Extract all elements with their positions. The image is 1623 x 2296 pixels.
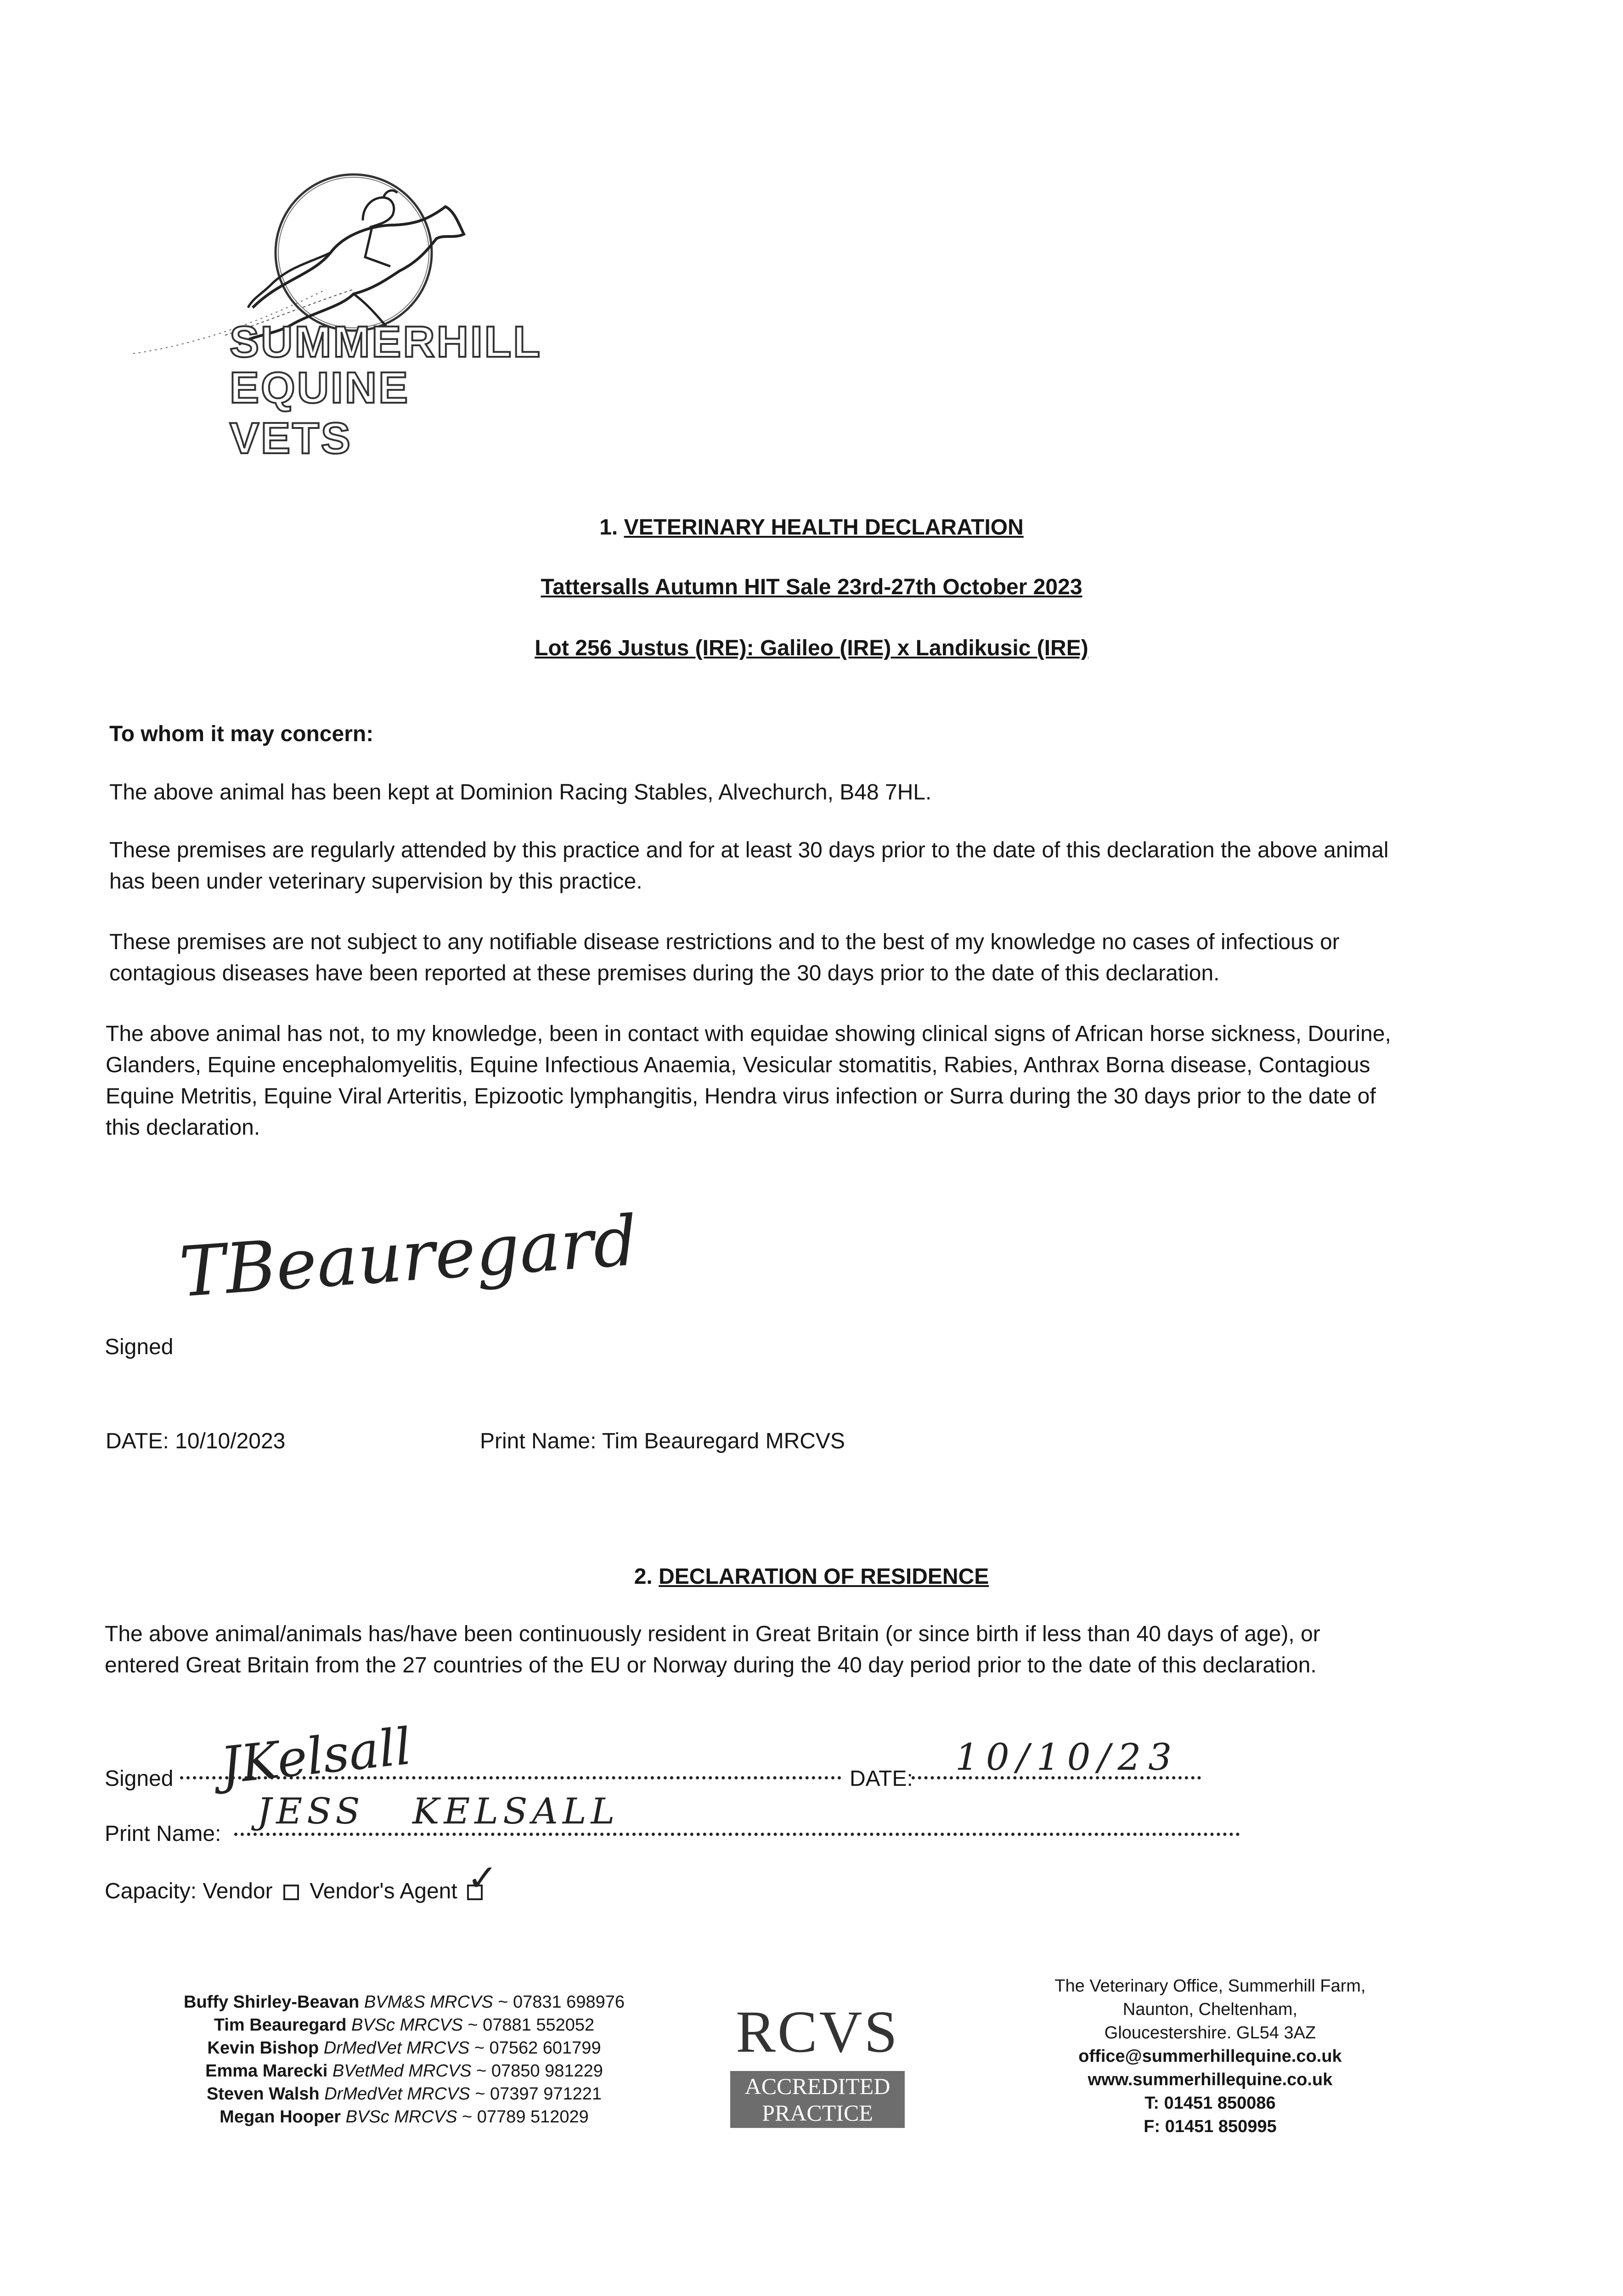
- capacity-row: [105, 1857, 498, 1907]
- vendor-print-name-value: JESS KELSALL: [257, 1791, 620, 1832]
- section1-heading: [0, 512, 1623, 543]
- capacity-label: Capacity:: [105, 1879, 197, 1903]
- telephone: T: 01451 850086: [1144, 2093, 1276, 2113]
- section2-heading-title: DECLARATION OF RESIDENCE: [659, 1564, 989, 1589]
- vet-entry: Emma Marecki BVetMed MRCVS ~ 07850 981229: [205, 2061, 603, 2081]
- residence-paragraph: [105, 1619, 1538, 1681]
- paragraph-contact-line-3: Equine Metritis, Equine Viral Arteritis, Epizootic lymphangitis, Hendra virus infection or Surra during the 30 days prior to the date of: [106, 1084, 1376, 1109]
- vendor-print-name-label: Print Name:: [105, 1822, 221, 1846]
- rcvs-accredited-badge: [730, 1998, 905, 2135]
- rcvs-logo: RCVS: [736, 1999, 899, 2065]
- vendor-date-label: DATE:: [850, 1767, 913, 1791]
- vet-entry: Steven Walsh DrMedVet MRCVS ~ 07397 971221: [206, 2084, 602, 2104]
- paragraph-contact: [106, 1019, 1538, 1143]
- section2-heading-number: 2.: [634, 1564, 653, 1589]
- paragraph-supervision-line-1: These premises are regularly attended by this practice and for at least 30 days prior to the date of this declaration the above animal: [109, 838, 1389, 862]
- fax: F: 01451 850995: [1144, 2117, 1277, 2136]
- practice-address: [978, 1975, 1442, 2138]
- logo-line-1: SUMMERHILL: [230, 317, 542, 366]
- vet-entry: Kevin Bishop DrMedVet MRCVS ~ 07562 601799: [207, 2038, 601, 2058]
- section1-print-name: Print Name: Tim Beauregard MRCVS: [480, 1429, 845, 1453]
- paragraph-premises-kept: The above animal has been kept at Dominion Racing Stables, Alvechurch, B48 7HL.: [109, 780, 932, 805]
- capacity-agent-label: Vendor's Agent: [310, 1879, 457, 1903]
- capacity-vendor-label: Vendor: [203, 1879, 273, 1903]
- rcvs-accredited-box: [730, 2071, 905, 2128]
- paragraph-restrictions: [109, 927, 1533, 989]
- vendor-signature: JKelsall: [218, 1716, 414, 1795]
- section1-heading-number: 1.: [599, 515, 618, 540]
- paragraph-contact-line-2: Glanders, Equine encephalomyelitis, Equine Infectious Anaemia, Vesicular stomatitis, Rabies, Anthrax Borna disease, Contagious: [106, 1053, 1370, 1077]
- section1-date: DATE: 10/10/2023: [106, 1429, 286, 1453]
- sale-title: Tattersalls Autumn HIT Sale 23rd-27th October 2023: [541, 575, 1082, 599]
- salutation: To whom it may concern:: [109, 722, 374, 746]
- address-line: Naunton, Cheltenham,: [1122, 2000, 1298, 2019]
- vendor-date-value: 10/10/23: [955, 1736, 1179, 1778]
- address-line: Gloucestershire. GL54 3AZ: [1104, 2023, 1316, 2043]
- email-link[interactable]: office@summerhillequine.co.uk: [1078, 2047, 1342, 2066]
- vet-entry: Tim Beauregard BVSc MRCVS ~ 07881 552052: [214, 2015, 595, 2035]
- paragraph-contact-line-4: this declaration.: [106, 1115, 260, 1140]
- address-line: The Veterinary Office, Summerhill Farm,: [1054, 1976, 1366, 1996]
- logo-line-2: EQUINE VETS: [230, 363, 410, 463]
- practice-logo: [115, 170, 542, 463]
- vet-entry: Megan Hooper BVSc MRCVS ~ 07789 512029: [220, 2107, 589, 2127]
- paragraph-supervision-line-2: has been under veterinary supervision by this practice.: [109, 869, 642, 894]
- residence-paragraph-line-2: entered Great Britain from the 27 countries of the EU or Norway during the 40 day period prior to the date of this declaration.: [105, 1653, 1317, 1677]
- vendor-checkbox[interactable]: [283, 1885, 299, 1900]
- rcvs-practice-text: PRACTICE: [762, 2100, 873, 2126]
- residence-paragraph-line-1: The above animal/animals has/have been continuously resident in Great Britain (or since birth if less than 40 days of age), or: [105, 1622, 1320, 1646]
- section1-heading-title: VETERINARY HEALTH DECLARATION: [624, 515, 1024, 540]
- rcvs-accredited-text: ACCREDITED: [744, 2073, 890, 2099]
- agent-check-mark: ✓: [467, 1857, 498, 1900]
- agent-checkbox[interactable]: [467, 1857, 498, 1900]
- website-link[interactable]: www.summerhillequine.co.uk: [1088, 2070, 1333, 2089]
- vet-entry: Buffy Shirley-Beavan BVM&S MRCVS ~ 07831 698976: [184, 1992, 625, 2012]
- paragraph-restrictions-line-1: These premises are not subject to any notifiable disease restrictions and to the best of my knowledge no cases of infectious or: [109, 930, 1340, 954]
- signed-label: Signed: [105, 1335, 174, 1359]
- section2-heading: [0, 1561, 1623, 1593]
- vendor-signed-label: Signed: [105, 1767, 174, 1791]
- paragraph-contact-line-1: The above animal has not, to my knowledge, been in contact with equidae showing clinical signs of African horse sickness, Dourine,: [106, 1022, 1391, 1046]
- paragraph-supervision: [109, 835, 1533, 897]
- lot-title: Lot 256 Justus (IRE): Galileo (IRE) x Landikusic (IRE): [535, 636, 1088, 660]
- paragraph-restrictions-line-2: contagious diseases have been reported at these premises during the 30 days prior to the date of this declaration.: [109, 961, 1220, 985]
- vets-list: [138, 1991, 671, 2128]
- vet-signature: TBeauregard: [177, 1201, 640, 1313]
